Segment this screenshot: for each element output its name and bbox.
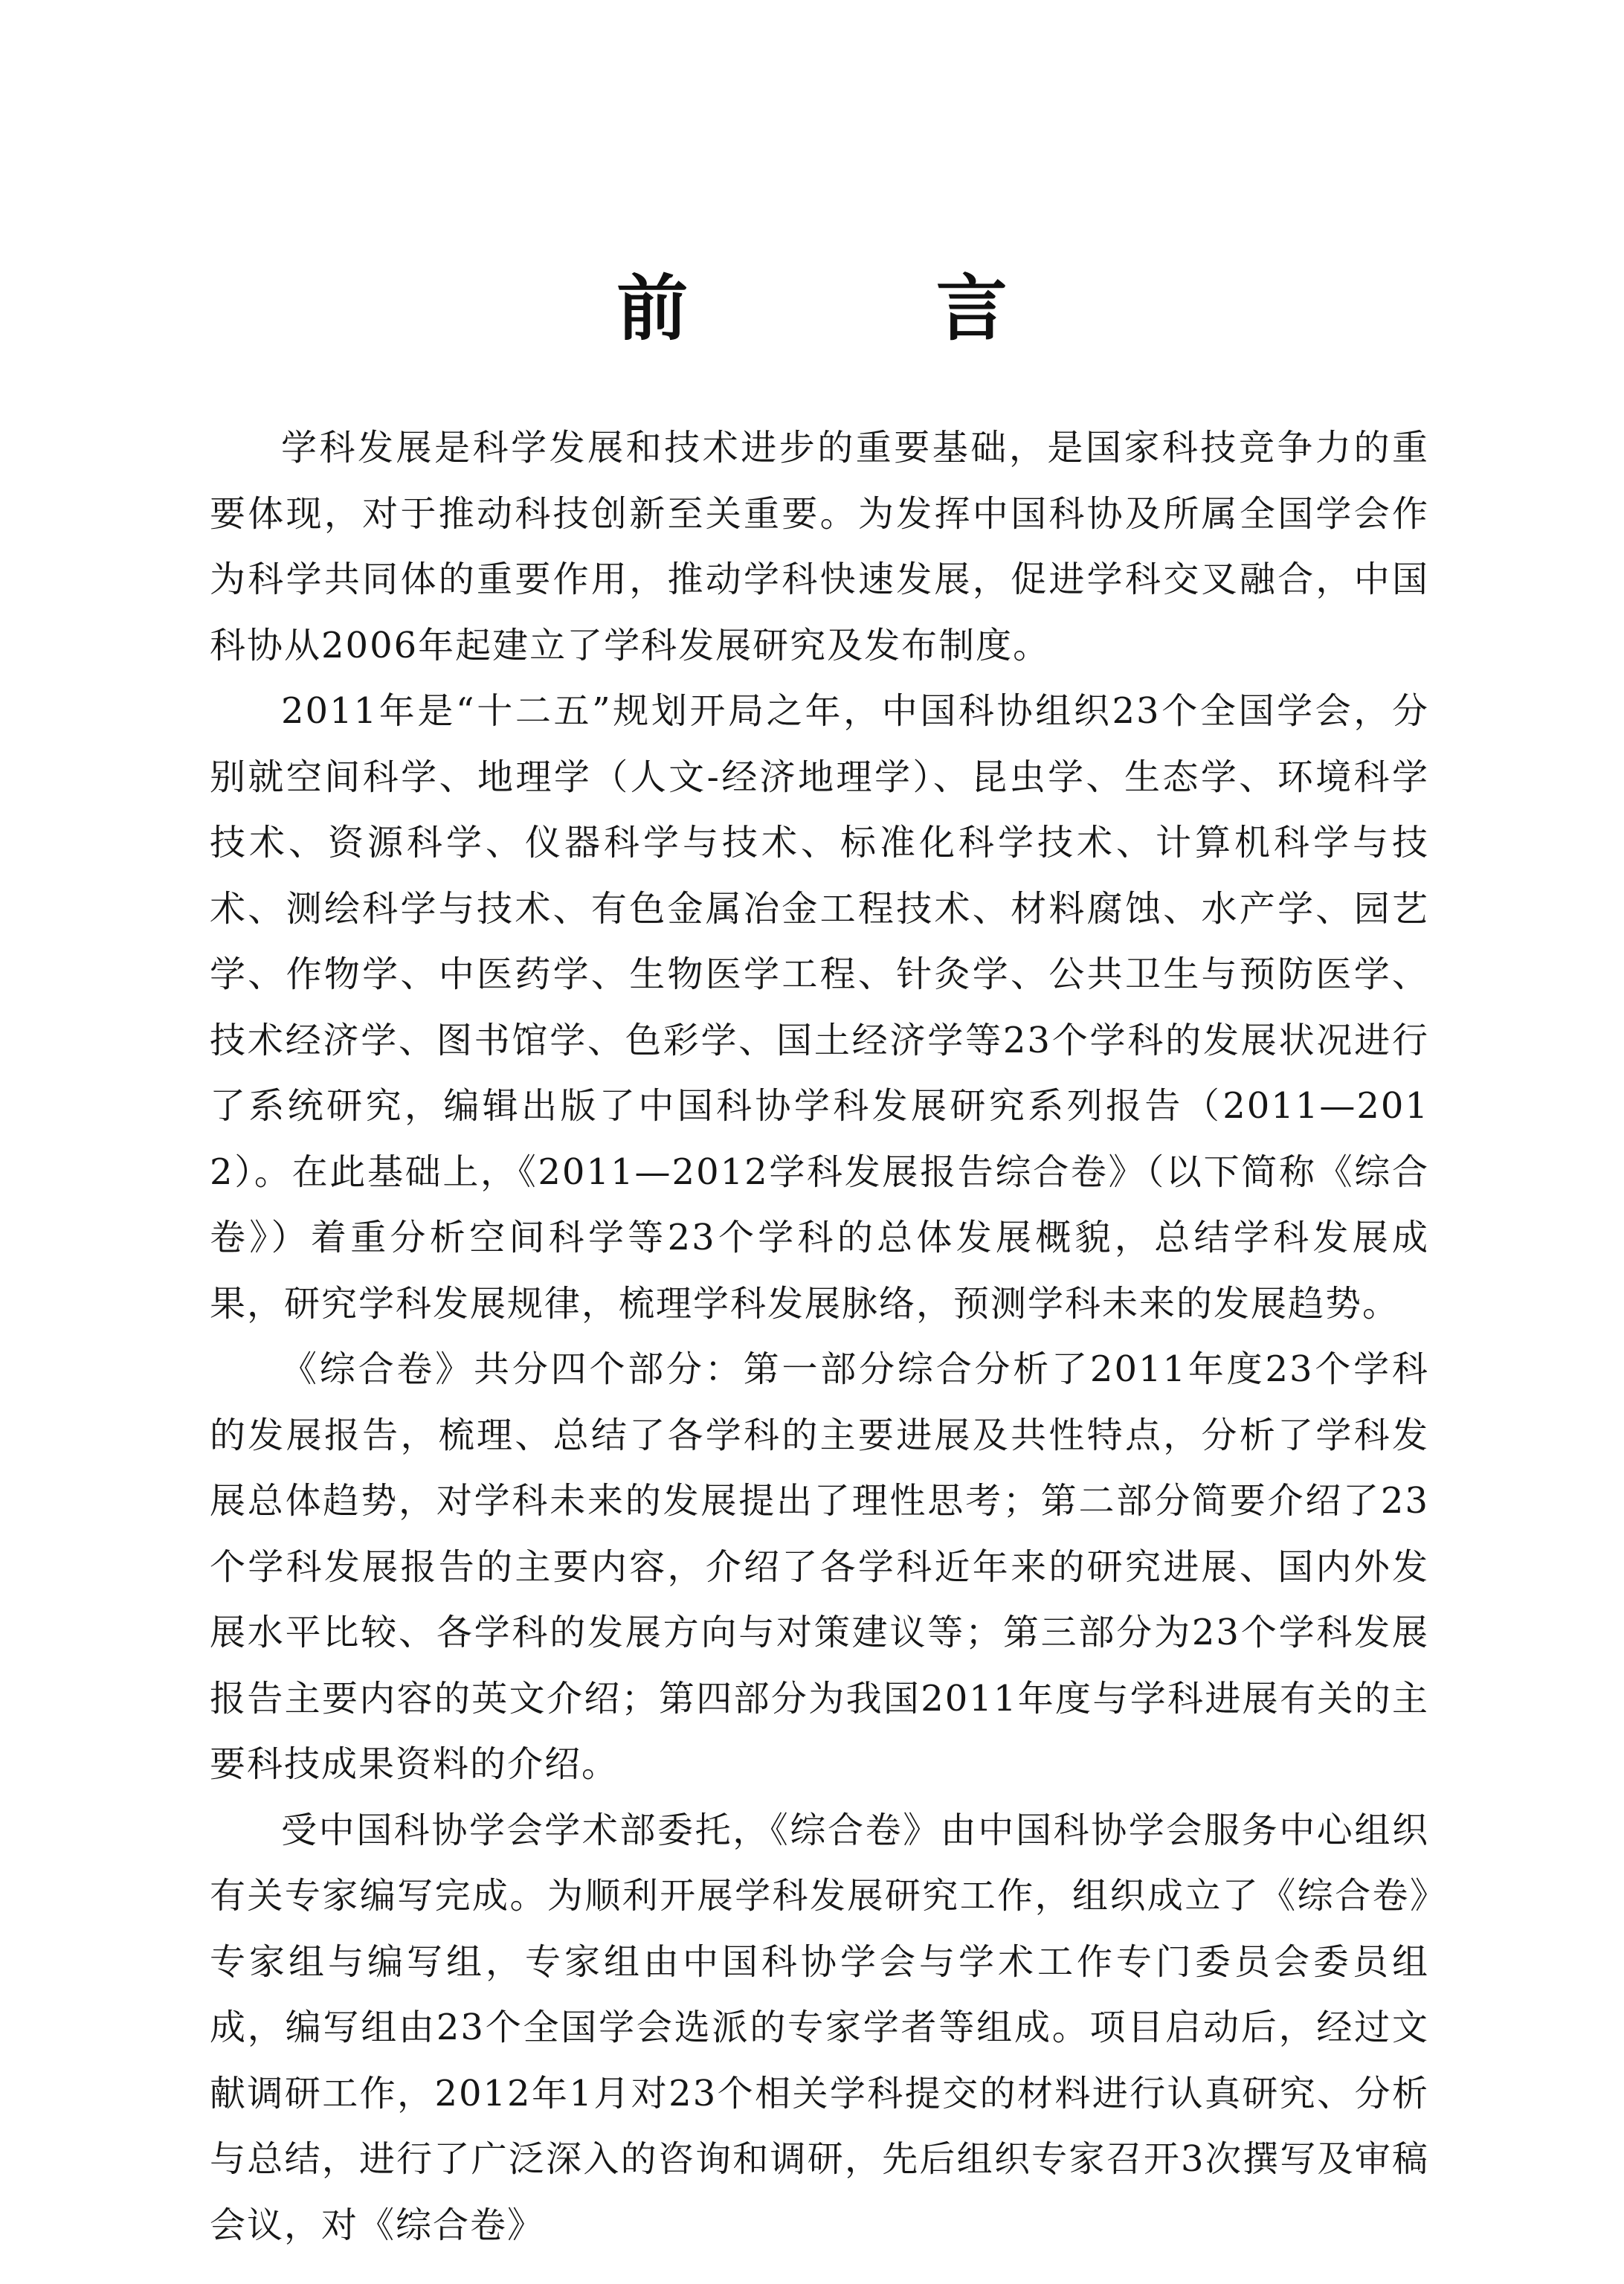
page-title: 前 言 xyxy=(616,266,1119,350)
paragraph: 学科发展是科学发展和技术进步的重要基础，是国家科技竞争力的重要体现，对于推动科技创新至关重要。为发挥中国科协及所属全国学会作为科学共同体的重要作用，推动学科快速发展，促进学科交叉融合，中国科协从2006年起建立了学科发展研究及发布制度。 xyxy=(210,427,1429,666)
paragraph: 《综合卷》共分四个部分：第一部分综合分析了2011年度23个学科的发展报告，梳理、总结了各学科的主要进展及共性特点，分析了学科发展总体趋势，对学科未来的发展提出了理性思考；第二部分简要介绍了23个学科发展报告的主要内容，介绍了各学科近年来的研究进展、国内外发展水平比较、各学科的发展方向与对策建议等；第三部分为23个学科发展报告主要内容的英文介绍；第四部分为我国2011年度与学科进展有关的主要科技成果资料的介绍。 xyxy=(210,1348,1429,1785)
paragraph: 2011年是“十二五”规划开局之年，中国科协组织23个全国学会，分别就空间科学、地理学（人文-经济地理学）、昆虫学、生态学、环境科学技术、资源科学、仪器科学与技术、标准化科学技术、计算机科学与技术、测绘科学与技术、有色金属冶金工程技术、材料腐蚀、水产学、园艺学、作物学、中医药学、生物医学工程、针灸学、公共卫生与预防医学、技术经济学、图书馆学、色彩学、国土经济学等23个学科的发展状况进行了系统研究，编辑出版了中国科协学科发展研究系列报告（2011—2012）。在此基础上，《2011—2012学科发展报告综合卷》（以下简称《综合卷》）着重分析空间科学等23个学科的总体发展概貌，总结学科发展成果，研究学科发展规律，梳理学科发展脉络，预测学科未来的发展趋势。 xyxy=(210,690,1429,1325)
paragraph: 受中国科协学会学术部委托，《综合卷》由中国科协学会服务中心组织有关专家编写完成。为顺利开展学科发展研究工作，组织成立了《综合卷》专家组与编写组，专家组由中国科协学会与学术工作专门委员会委员组成，编写组由23个全国学会选派的专家学者等组成。项目启动后，经过文献调研工作，2012年1月对23个相关学科提交的材料进行认真研究、分析与总结，进行了广泛深入的咨询和调研，先后组织专家召开3次撰写及审稿会议，对《综合卷》 xyxy=(210,1809,1429,2246)
body-text xyxy=(210,415,1429,2258)
